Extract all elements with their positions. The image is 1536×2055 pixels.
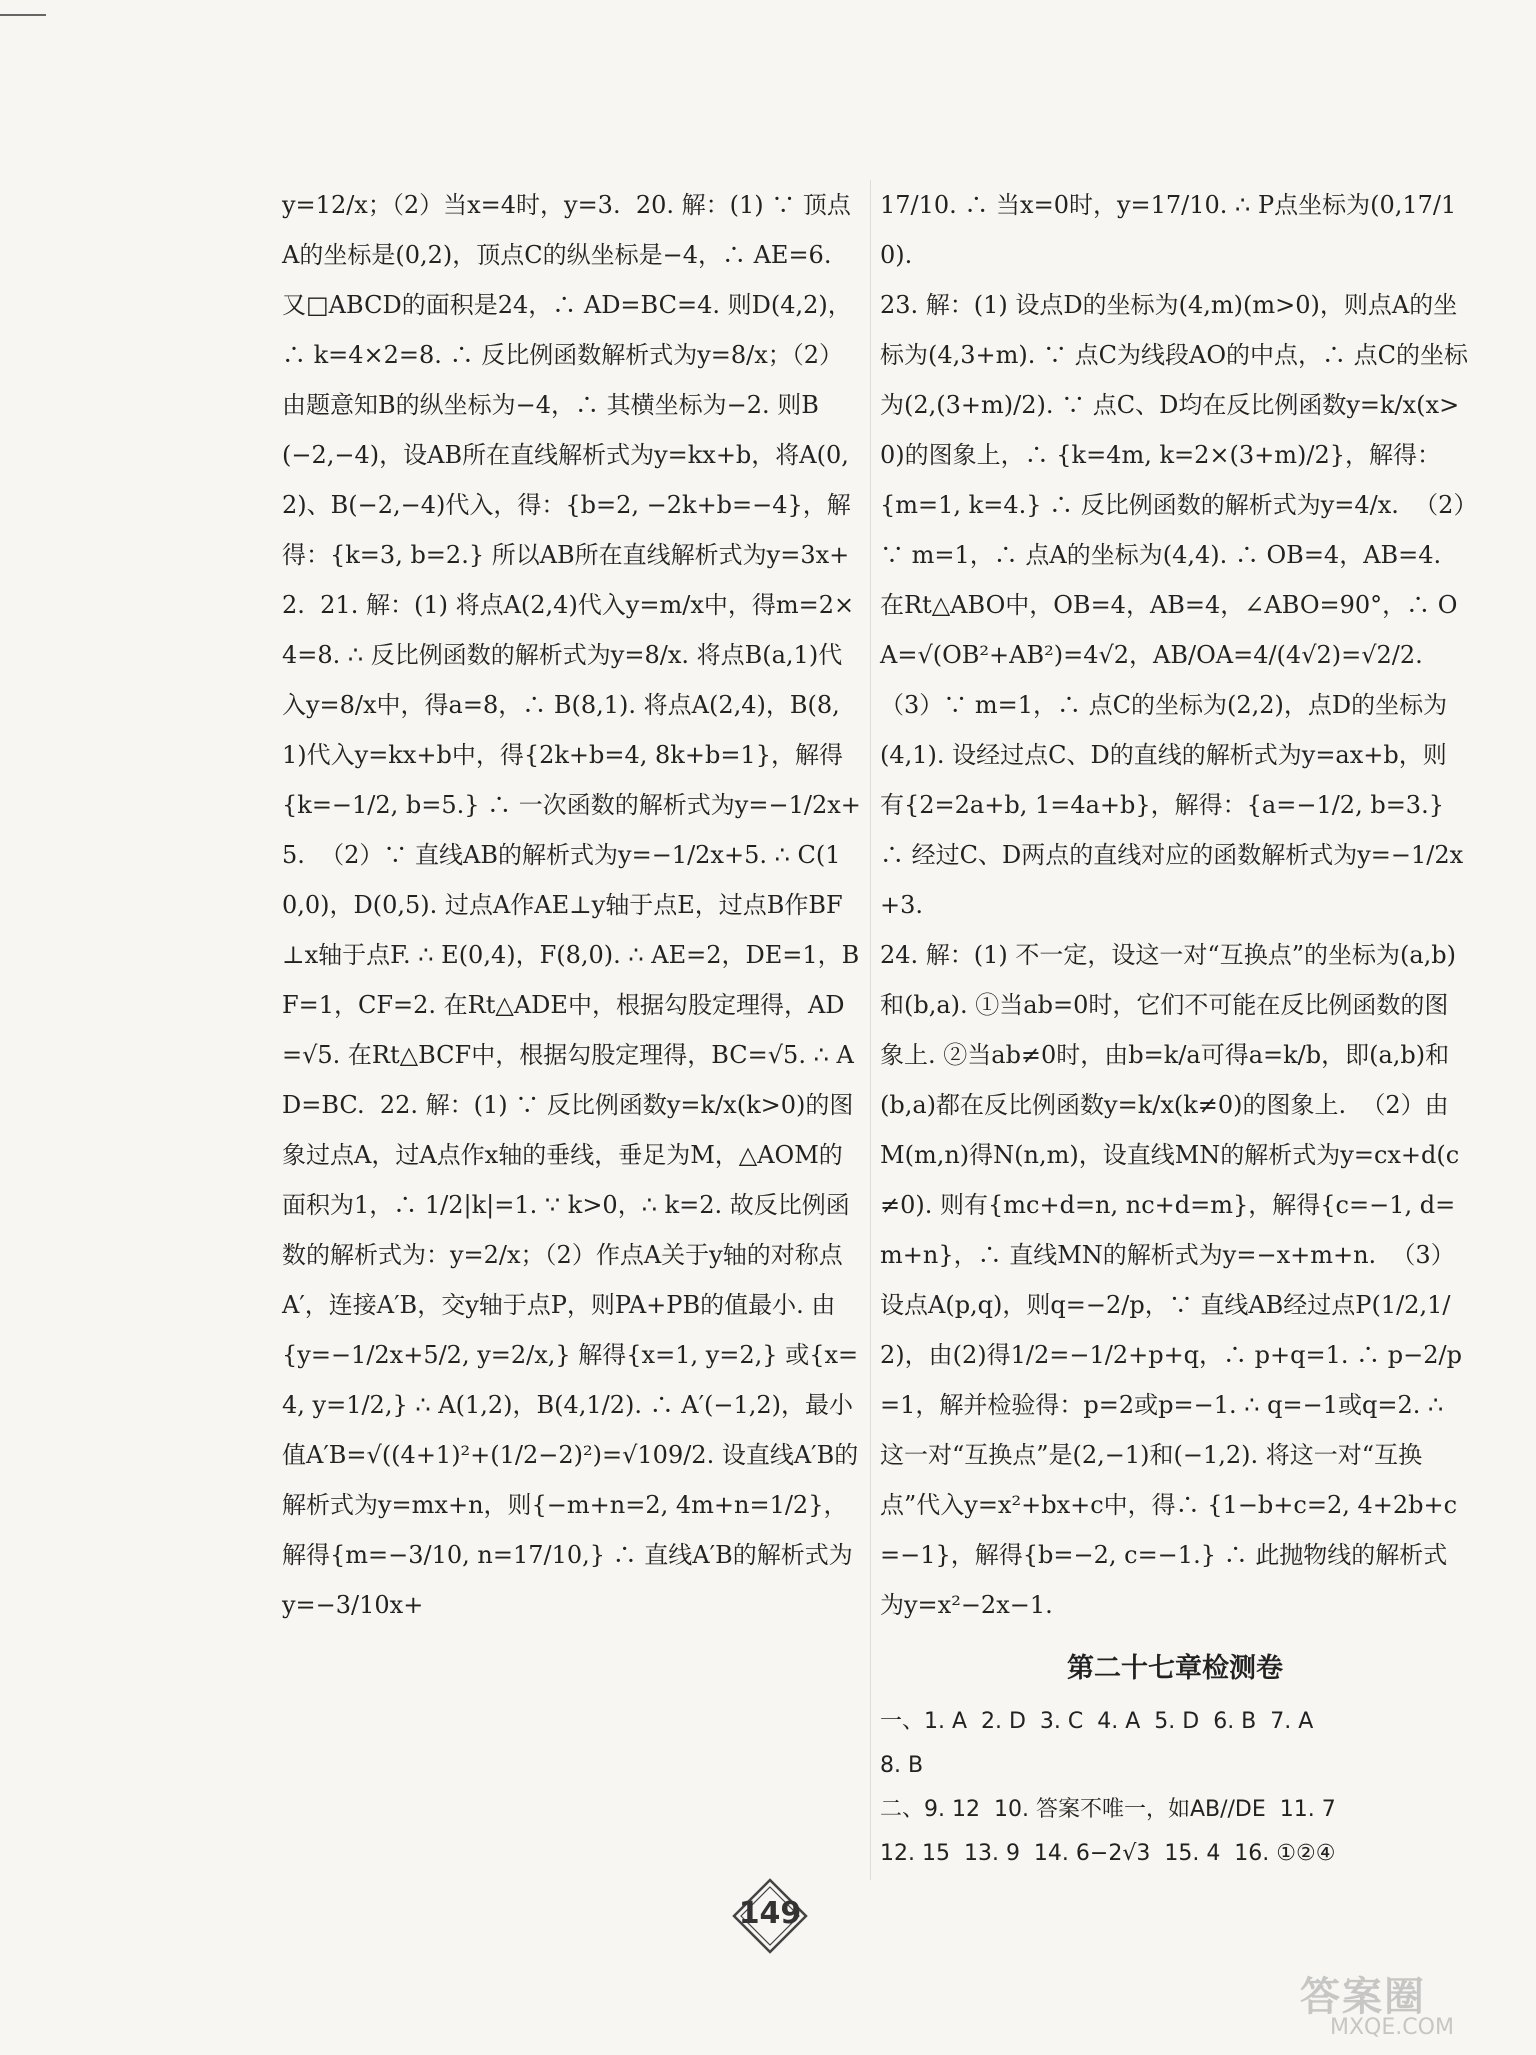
left-paragraph: y=12/x；（2）当x=4时，y=3. 20. 解：(1) ∵ 顶点A的坐标是(0,2)，顶点C的纵坐标是−4，∴ AE=6. 又□ABCD的面积是24，∴ AD=BC=4. 则D(4,2)，∴ k=4×2=8. ∴ 反比例函数解析式为y=8/x；（2）由题意知B的纵坐标为−4，∴ 其横坐标为−2. 则B(−2,−4)，设AB所在直线解析式为y=kx+b，将A(0,2)、B(−2,−4)代入，得：{b=2, −2k+b=−4}，解得：{k=3, b=2.} 所以AB所在直线解析式为y=3x+2. 21. 解：(1) 将点A(2,4)代入y=m/x中，得m=2×4=8. ∴ 反比例函数的解析式为y=8/x. 将点B(a,1)代入y=8/x中，得a=8，∴ B(8,1). 将点A(2,4)，B(8,1)代入y=kx+b中，得{2k+b=4, 8k+b=1}，解得{k=−1/2, b=5.} ∴ 一次函数的解析式为y=−1/2x+5. （2）∵ 直线AB的解析式为y=−1/2x+5. ∴ C(10,0)，D(0,5). 过点A作AE⊥y轴于点E，过点B作BF⊥x轴于点F. ∴ E(0,4)，F(8,0). ∴ AE=2，DE=1，BF=1，CF=2. 在Rt△ADE中，根据勾股定理得，AD=√5. 在Rt△BCF中，根据勾股定理得，BC=√5. ∴ AD=BC. 22. 解：(1) ∵ 反比例函数y=k/x(k>0)的图象过点A，过A点作x轴的垂线，垂足为M，△AOM的面积为1，∴ 1/2|k|=1. ∵ k>0，∴ k=2. 故反比例函数的解析式为：y=2/x；（2）作点A关于y轴的对称点A′，连接A′B，交y轴于点P，则PA+PB的值最小. 由{y=−1/2x+5/2, y=2/x,} 解得{x=1, y=2,} 或{x=4, y=1/2,} ∴ A(1,2)，B(4,1/2). ∴ A′(−1,2)，最小值A′B=√((4+1)²+(1/2−2)²)=√109/2. 设直线A′B的解析式为y=mx+n，则{−m+n=2, 4m+n=1/2}，解得{m=−3/10, n=17/10,} ∴ 直线A′B的解析式为y=−3/10x+ — [282, 191, 861, 1619]
answer-line: 12. 15 13. 9 14. 6−2√3 15. 4 16. ①②④ — [880, 1841, 1336, 1866]
section-title: 第二十七章检测卷 — [1067, 1653, 1283, 1684]
page-number-badge — [732, 1878, 808, 1954]
right-paragraph-2: 23. 解：(1) 设点D的坐标为(4,m)(m>0)，则点A的坐标为(4,3+m). ∵ 点C为线段AO的中点，∴ 点C的坐标为(2,(3+m)/2). ∵ 点C、D均在反比例函数y=k/x(x>0)的图象上，∴ {k=4m, k=2×(3+m)/2}，解得：{m=1, k=4.} ∴ 反比例函数的解析式为y=4/x. （2）∵ m=1，∴ 点A的坐标为(4,4). ∴ OB=4，AB=4. 在Rt△ABO中，OB=4，AB=4，∠ABO=90°，∴ OA=√(OB²+AB²)=4√2，AB/OA=4/(4√2)=√2/2. （3）∵ m=1，∴ 点C的坐标为(2,2)，点D的坐标为(4,1). 设经过点C、D的直线的解析式为y=ax+b，则有{2=2a+b, 1=4a+b}，解得：{a=−1/2, b=3.} ∴ 经过C、D两点的直线对应的函数解析式为y=−1/2x+3. — [880, 291, 1469, 919]
right-paragraph-1: 17/10. ∴ 当x=0时，y=17/10. ∴ P点坐标为(0,17/10). — [880, 191, 1457, 269]
watermark-logo — [1300, 1965, 1520, 2045]
watermark-main: 答案圈 — [1300, 1974, 1426, 2020]
answer-line: 一、1. A 2. D 3. C 4. A 5. D 6. B 7. A — [880, 1709, 1314, 1734]
answer-line: 二、9. 12 10. 答案不唯一，如AB//DE 11. 7 — [880, 1797, 1336, 1822]
right-column — [880, 180, 1470, 1876]
answer-line: 8. B — [880, 1753, 924, 1778]
page-edge-mark — [0, 14, 46, 16]
answer-list — [880, 1700, 1470, 1876]
left-column — [282, 180, 862, 1630]
column-divider — [870, 180, 871, 1880]
right-paragraph-3: 24. 解：(1) 不一定，设这一对“互换点”的坐标为(a,b)和(b,a). ①当ab=0时，它们不可能在反比例函数的图象上. ②当ab≠0时，由b=k/a可得a=k/b，即(a,b)和(b,a)都在反比例函数y=k/x(k≠0)的图象上. （2）由M(m,n)得N(n,m)，设直线MN的解析式为y=cx+d(c≠0). 则有{mc+d=n, nc+d=m}，解得{c=−1, d=m+n}，∴ 直线MN的解析式为y=−x+m+n. （3）设点A(p,q)，则q=−2/p，∵ 直线AB经过点P(1/2,1/2)，由(2)得1/2=−1/2+p+q，∴ p+q=1. ∴ p−2/p=1，解并检验得：p=2或p=−1. ∴ q=−1或q=2. ∴ 这一对“互换点”是(2,−1)和(−1,2). 将这一对“互换点”代入y=x²+bx+c中，得∴ {1−b+c=2, 4+2b+c=−1}，解得{b=−2, c=−1.} ∴ 此抛物线的解析式为y=x²−2x−1. — [880, 941, 1462, 1619]
page-number: 149 — [738, 1896, 802, 1931]
watermark-domain: MXQE.COM — [1330, 2015, 1454, 2040]
